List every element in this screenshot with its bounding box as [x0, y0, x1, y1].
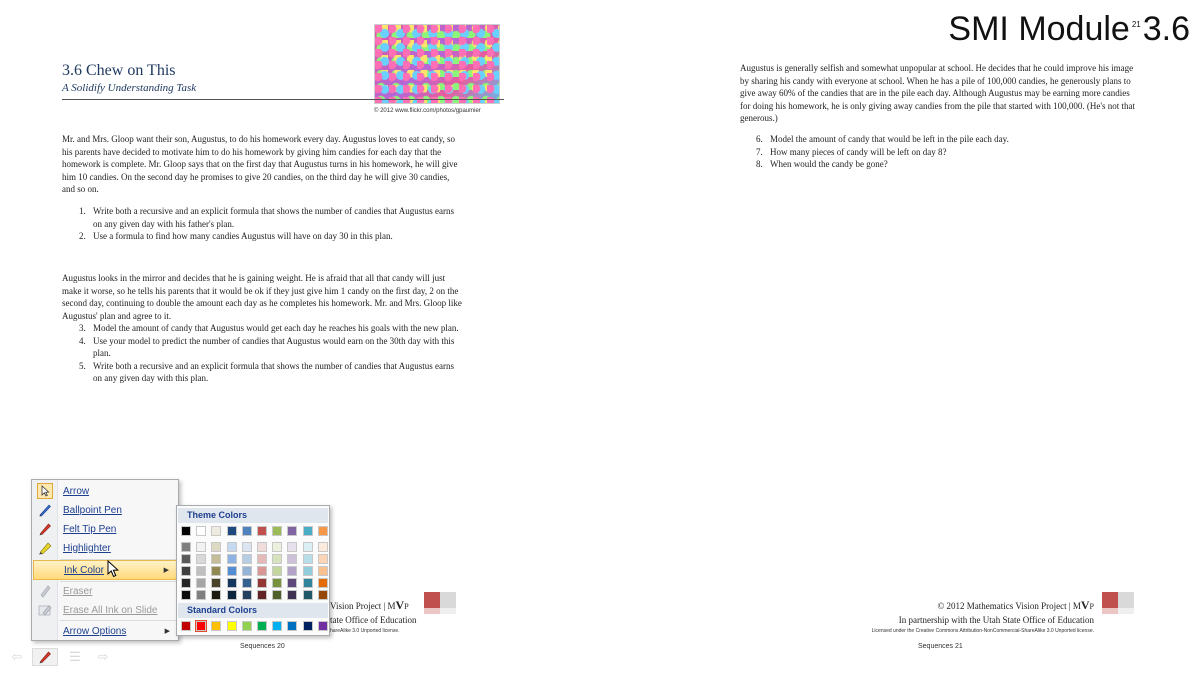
theme-shade-swatch[interactable]: [303, 542, 313, 552]
question-list-b: [79, 322, 463, 385]
question-text: Write both a recursive and an explicit formula that shows the number of candies that Augustus earns on any given day with his father's plan.: [93, 206, 455, 229]
list-item: [79, 230, 465, 243]
list-item: [79, 360, 463, 385]
list-item: [756, 158, 1136, 171]
standard-colors-header: Standard Colors: [178, 603, 328, 618]
question-text: Use a formula to find how many candies Augustus will have on day 30 in this plan.: [93, 231, 393, 242]
theme-shade-swatch[interactable]: [181, 542, 191, 552]
standard-color-swatch[interactable]: [196, 621, 206, 631]
theme-shade-swatch[interactable]: [227, 590, 237, 600]
standard-color-swatch[interactable]: [287, 621, 297, 631]
theme-shade-swatch[interactable]: [318, 566, 328, 576]
ink-context-menu: [31, 479, 179, 641]
theme-shade-swatch[interactable]: [272, 566, 282, 576]
theme-color-swatch[interactable]: [242, 526, 252, 536]
theme-shade-swatch[interactable]: [242, 542, 252, 552]
theme-shade-swatch[interactable]: [287, 566, 297, 576]
list-item: [79, 335, 463, 360]
theme-shade-swatch[interactable]: [211, 542, 221, 552]
theme-shade-swatch[interactable]: [303, 590, 313, 600]
felt-tip-pen-icon: [33, 519, 57, 539]
theme-shade-swatch[interactable]: [257, 554, 267, 564]
question-text: Write both a recursive and an explicit formula that shows the number of candies that Augustus earns on any given day with this plan.: [93, 360, 455, 384]
standard-color-swatch[interactable]: [303, 621, 313, 631]
footer-copy-text: Vision Project | M: [330, 601, 396, 611]
mouse-cursor-icon: [107, 560, 121, 578]
footer-partner: In partnership with the Utah State Office of Education: [898, 615, 1094, 625]
theme-shade-swatch[interactable]: [318, 578, 328, 588]
prev-arrow-icon[interactable]: ⇦: [11, 649, 23, 664]
question-number: 5.: [79, 360, 86, 371]
menu-icon[interactable]: ☰: [69, 649, 81, 664]
theme-shade-swatch[interactable]: [287, 590, 297, 600]
pen-icon[interactable]: [32, 648, 58, 666]
theme-color-swatch[interactable]: [181, 526, 191, 536]
theme-colors-header: Theme Colors: [178, 508, 328, 523]
menu-item-arrow[interactable]: [33, 481, 178, 501]
slide-title-number: 3.6: [1142, 10, 1190, 48]
menu-item-label: Felt Tip Pen: [63, 523, 117, 535]
page-number-left: Sequences 20: [240, 643, 285, 650]
menu-item-label: Arrow: [63, 485, 90, 497]
submenu-arrow-icon: ▶: [163, 567, 169, 574]
theme-color-swatch[interactable]: [196, 526, 206, 536]
theme-shade-swatch[interactable]: [287, 542, 297, 552]
mvp-logo: [424, 592, 456, 608]
question-list-a: [79, 205, 465, 243]
question-number: 7.: [756, 146, 763, 157]
generosity-paragraph: Augustus is generally selfish and somewhat unpopular at school. He decides that he could improve his image by sharing his candy with everyone at school. When he has a pile of 100,000 candies, he generously plans to give away 60% of the candies that are in the pile each day. Although Augustus may be earning more candies for doing his homework, he is only giving away candies from the pile that started with 100,000. (He's not that generous.): [740, 63, 1136, 124]
menu-item-label: Erase All Ink on Slide: [63, 604, 158, 616]
menu-item-eraser[interactable]: [33, 581, 178, 601]
question-text: Use your model to predict the number of candies that Augustus would earn on the 30th day with this plan.: [93, 335, 455, 359]
theme-shade-swatch[interactable]: [211, 590, 221, 600]
menu-item-label: Eraser: [63, 585, 93, 597]
erase-all-icon: [33, 600, 57, 620]
theme-shade-swatch[interactable]: [257, 590, 267, 600]
standard-color-swatch[interactable]: [181, 621, 191, 631]
weight-paragraph: Augustus looks in the mirror and decides that he is gaining weight. He is afraid that all that candy will just make it worse, so he tells his parents that it would be ok if they just give him 1 candy on the first day, 2 on the second day, continuing to double the amount each day as he completes his homework. Mr. and Mrs. Gloop like Augustus' plan and agree to it.: [62, 273, 462, 321]
theme-shade-swatch[interactable]: [303, 566, 313, 576]
theme-color-swatch[interactable]: [257, 526, 267, 536]
theme-shade-swatch[interactable]: [272, 554, 282, 564]
title-divider: [62, 99, 504, 100]
question-text: Model the amount of candy that Augustus would get each day he reaches his goals with the new plan.: [93, 323, 459, 333]
theme-shade-swatch[interactable]: [196, 578, 206, 588]
theme-shade-swatch[interactable]: [272, 542, 282, 552]
theme-shade-swatch[interactable]: [181, 554, 191, 564]
theme-shade-swatch[interactable]: [227, 566, 237, 576]
theme-shade-swatch[interactable]: [196, 566, 206, 576]
menu-item-ballpoint-pen[interactable]: [33, 500, 178, 520]
theme-shade-swatch[interactable]: [303, 578, 313, 588]
question-number: 2.: [79, 231, 86, 242]
question-text: Model the amount of candy that would be left in the pile each day.: [770, 134, 1009, 144]
theme-shade-swatch[interactable]: [272, 590, 282, 600]
question-number: 3.: [79, 323, 86, 333]
theme-shade-swatch[interactable]: [181, 566, 191, 576]
menu-item-label: Ink Color: [64, 564, 105, 576]
theme-shade-swatch[interactable]: [287, 554, 297, 564]
theme-shade-swatch[interactable]: [318, 590, 328, 600]
standard-color-swatch[interactable]: [272, 621, 282, 631]
list-item: [756, 133, 1136, 146]
theme-color-swatch[interactable]: [211, 526, 221, 536]
eraser-icon: [33, 581, 57, 601]
left-footer: [330, 598, 417, 634]
theme-shade-swatch[interactable]: [318, 554, 328, 564]
theme-shade-swatch[interactable]: [211, 578, 221, 588]
question-number: 1.: [79, 206, 86, 216]
question-number: 8.: [756, 159, 763, 170]
theme-shade-swatch[interactable]: [242, 566, 252, 576]
menu-item-felt-tip-pen[interactable]: [33, 519, 178, 539]
footer-license: hareAlike 3.0 Unported license.: [330, 628, 400, 634]
theme-shade-swatch[interactable]: [196, 554, 206, 564]
standard-color-swatch[interactable]: [242, 621, 252, 631]
highlighter-icon: [33, 538, 57, 558]
intro-paragraph: Mr. and Mrs. Gloop want their son, Augustus, to do his homework every day. Augustus loves to eat candy, so his parents have decided to motivate him to do his homework by giving him candies for each day that the homework is complete. Mr. Gloop says that on the first day that Augustus turns in his homework, he will give him 10 candies. On the second day he promises to give 20 candies, on the third day he will give 30 candies, and so on.: [62, 134, 458, 195]
theme-shade-swatch[interactable]: [257, 578, 267, 588]
theme-shade-swatch[interactable]: [242, 554, 252, 564]
theme-shade-swatch[interactable]: [257, 542, 267, 552]
menu-item-ink-color[interactable]: [33, 560, 178, 580]
theme-shade-swatch[interactable]: [211, 566, 221, 576]
question-text: When would the candy be gone?: [770, 159, 888, 170]
footer-copy-text: © 2012 Mathematics Vision Project | M: [937, 601, 1081, 611]
menu-item-arrow-options[interactable]: [33, 621, 178, 641]
question-number: 6.: [756, 134, 763, 144]
theme-shade-swatch[interactable]: [227, 578, 237, 588]
menu-item-label: Highlighter: [63, 542, 111, 554]
footer-partner: tate Office of Education: [330, 615, 417, 625]
slide-title-superscript: 21: [1131, 20, 1141, 29]
theme-shade-swatch[interactable]: [242, 578, 252, 588]
list-item: [756, 146, 1136, 159]
question-number: 4.: [79, 335, 86, 346]
footer-p: P: [404, 602, 409, 611]
standard-color-swatch[interactable]: [257, 621, 267, 631]
next-arrow-icon[interactable]: ⇨: [97, 649, 109, 664]
footer-v: V: [1080, 598, 1090, 612]
theme-shade-swatch[interactable]: [287, 578, 297, 588]
theme-shade-swatch[interactable]: [196, 542, 206, 552]
theme-shade-swatch[interactable]: [211, 554, 221, 564]
menu-item-label: Ballpoint Pen: [63, 504, 122, 516]
menu-item-label: Arrow Options: [63, 625, 127, 637]
theme-shade-swatch[interactable]: [181, 590, 191, 600]
list-item: [79, 322, 463, 335]
menu-item-highlighter[interactable]: [33, 538, 178, 558]
question-text: How many pieces of candy will be left on day 8?: [770, 146, 947, 157]
ballpoint-pen-icon: [33, 500, 57, 520]
theme-shade-swatch[interactable]: [318, 542, 328, 552]
photo-credit: © 2012 www.flickr.com/photos/gpaumier: [374, 108, 481, 114]
theme-shade-swatch[interactable]: [196, 590, 206, 600]
slide-title-text: SMI Module: [948, 10, 1130, 48]
footer-p: P: [1089, 602, 1094, 611]
menu-item-erase-all-ink[interactable]: [33, 600, 178, 620]
candy-photo: [374, 24, 500, 104]
standard-color-swatch[interactable]: [318, 621, 328, 631]
theme-shade-swatch[interactable]: [181, 578, 191, 588]
theme-color-swatch[interactable]: [287, 526, 297, 536]
footer-copyright: [330, 598, 417, 613]
page-number-right: Sequences 21: [918, 643, 963, 650]
ink-color-palette: [176, 505, 330, 636]
footer-v: V: [395, 598, 405, 612]
task-subtitle: A Solidify Understanding Task: [62, 82, 197, 94]
mvp-logo: [1102, 592, 1134, 608]
theme-shade-swatch[interactable]: [257, 566, 267, 576]
list-item: [79, 205, 465, 230]
footer-license: Licensed under the Creative Commons Attribution-NonCommercial-ShareAlike 3.0 Unported license.: [871, 628, 1094, 634]
theme-color-swatch[interactable]: [318, 526, 328, 536]
theme-color-swatch[interactable]: [303, 526, 313, 536]
right-footer: [812, 598, 1094, 634]
question-list-c: [756, 133, 1136, 171]
slide-title: [948, 10, 1190, 49]
theme-shade-swatch[interactable]: [303, 554, 313, 564]
standard-color-swatch[interactable]: [227, 621, 237, 631]
theme-shade-swatch[interactable]: [242, 590, 252, 600]
standard-color-swatch[interactable]: [211, 621, 221, 631]
theme-color-swatch[interactable]: [227, 526, 237, 536]
submenu-arrow-icon: ▶: [164, 628, 170, 635]
theme-shade-swatch[interactable]: [227, 554, 237, 564]
footer-copyright: [812, 598, 1094, 613]
task-title: 3.6 Chew on This: [62, 62, 176, 79]
theme-color-swatch[interactable]: [272, 526, 282, 536]
theme-shade-swatch[interactable]: [272, 578, 282, 588]
arrow-pointer-icon: [33, 481, 57, 501]
theme-shade-swatch[interactable]: [227, 542, 237, 552]
